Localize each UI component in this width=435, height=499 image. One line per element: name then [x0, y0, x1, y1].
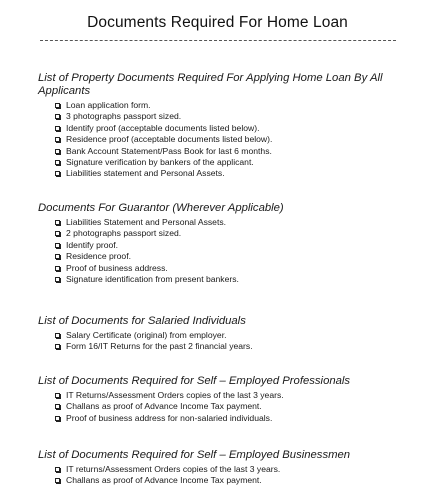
checkbox-bullet-icon — [55, 220, 60, 225]
list-item: Residence proof. — [55, 251, 418, 262]
checkbox-bullet-icon — [55, 231, 60, 236]
list-item: Bank Account Statement/Pass Book for last 6 months. — [55, 146, 408, 157]
list-item: Liabilities statement and Personal Assets. — [55, 168, 408, 179]
list-item: 3 photographs passport sized. — [55, 111, 408, 122]
document-list — [38, 330, 418, 353]
list-item: Identify proof. — [55, 240, 418, 251]
list-item: Loan application form. — [55, 100, 408, 111]
list-item: Salary Certificate (original) from employer. — [55, 330, 418, 341]
section-property-documents — [38, 72, 408, 180]
section-heading: List of Property Documents Required For Applying Home Loan By All Applicants — [38, 72, 383, 97]
checkbox-bullet-icon — [55, 393, 60, 398]
checkbox-bullet-icon — [55, 149, 60, 154]
checkbox-bullet-icon — [55, 254, 60, 259]
checkbox-bullet-icon — [55, 416, 60, 421]
document-list — [38, 217, 418, 285]
checkbox-bullet-icon — [55, 277, 60, 282]
document-list — [38, 100, 408, 180]
checkbox-bullet-icon — [55, 333, 60, 338]
checkbox-bullet-icon — [55, 266, 60, 271]
list-item: Proof of business address. — [55, 263, 418, 274]
section-self-employed-businessmen — [38, 449, 418, 487]
list-item: Signature verification by bankers of the applicant. — [55, 157, 408, 168]
checkbox-bullet-icon — [55, 171, 60, 176]
list-item: Identify proof (acceptable documents listed below). — [55, 123, 408, 134]
title-divider — [40, 40, 396, 41]
section-guarantor-documents — [38, 202, 418, 285]
list-item: IT returns/Assessment Orders copies of the last 3 years. — [55, 464, 418, 475]
checkbox-bullet-icon — [55, 404, 60, 409]
list-item: Challans as proof of Advance Income Tax payment. — [55, 401, 418, 412]
document-list — [38, 464, 418, 487]
checkbox-bullet-icon — [55, 478, 60, 483]
section-heading: List of Documents Required for Self – Employed Professionals — [38, 375, 351, 387]
list-item: Form 16/IT Returns for the past 2 financial years. — [55, 341, 418, 352]
section-heading: Documents For Guarantor (Wherever Applicable) — [38, 202, 284, 214]
section-self-employed-professionals — [38, 375, 418, 424]
checkbox-bullet-icon — [55, 103, 60, 108]
section-heading: List of Documents Required for Self – Employed Businessmen — [38, 449, 351, 461]
checkbox-bullet-icon — [55, 160, 60, 165]
list-item: Challans as proof of Advance Income Tax payment. — [55, 475, 418, 486]
list-item: IT Returns/Assessment Orders copies of the last 3 years. — [55, 390, 418, 401]
checkbox-bullet-icon — [55, 344, 60, 349]
document-list — [38, 390, 418, 424]
list-item: Signature identification from present bankers. — [55, 274, 418, 285]
page-title: Documents Required For Home Loan — [87, 14, 348, 31]
checkbox-bullet-icon — [55, 467, 60, 472]
checkbox-bullet-icon — [55, 114, 60, 119]
list-item: 2 photographs passport sized. — [55, 228, 418, 239]
section-heading: List of Documents for Salaried Individuals — [38, 315, 246, 327]
list-item: Residence proof (acceptable documents listed below). — [55, 134, 408, 145]
section-salaried-individuals — [38, 315, 418, 353]
list-item: Liabilities Statement and Personal Assets. — [55, 217, 418, 228]
checkbox-bullet-icon — [55, 243, 60, 248]
checkbox-bullet-icon — [55, 137, 60, 142]
checkbox-bullet-icon — [55, 126, 60, 131]
list-item: Proof of business address for non-salaried individuals. — [55, 413, 418, 424]
